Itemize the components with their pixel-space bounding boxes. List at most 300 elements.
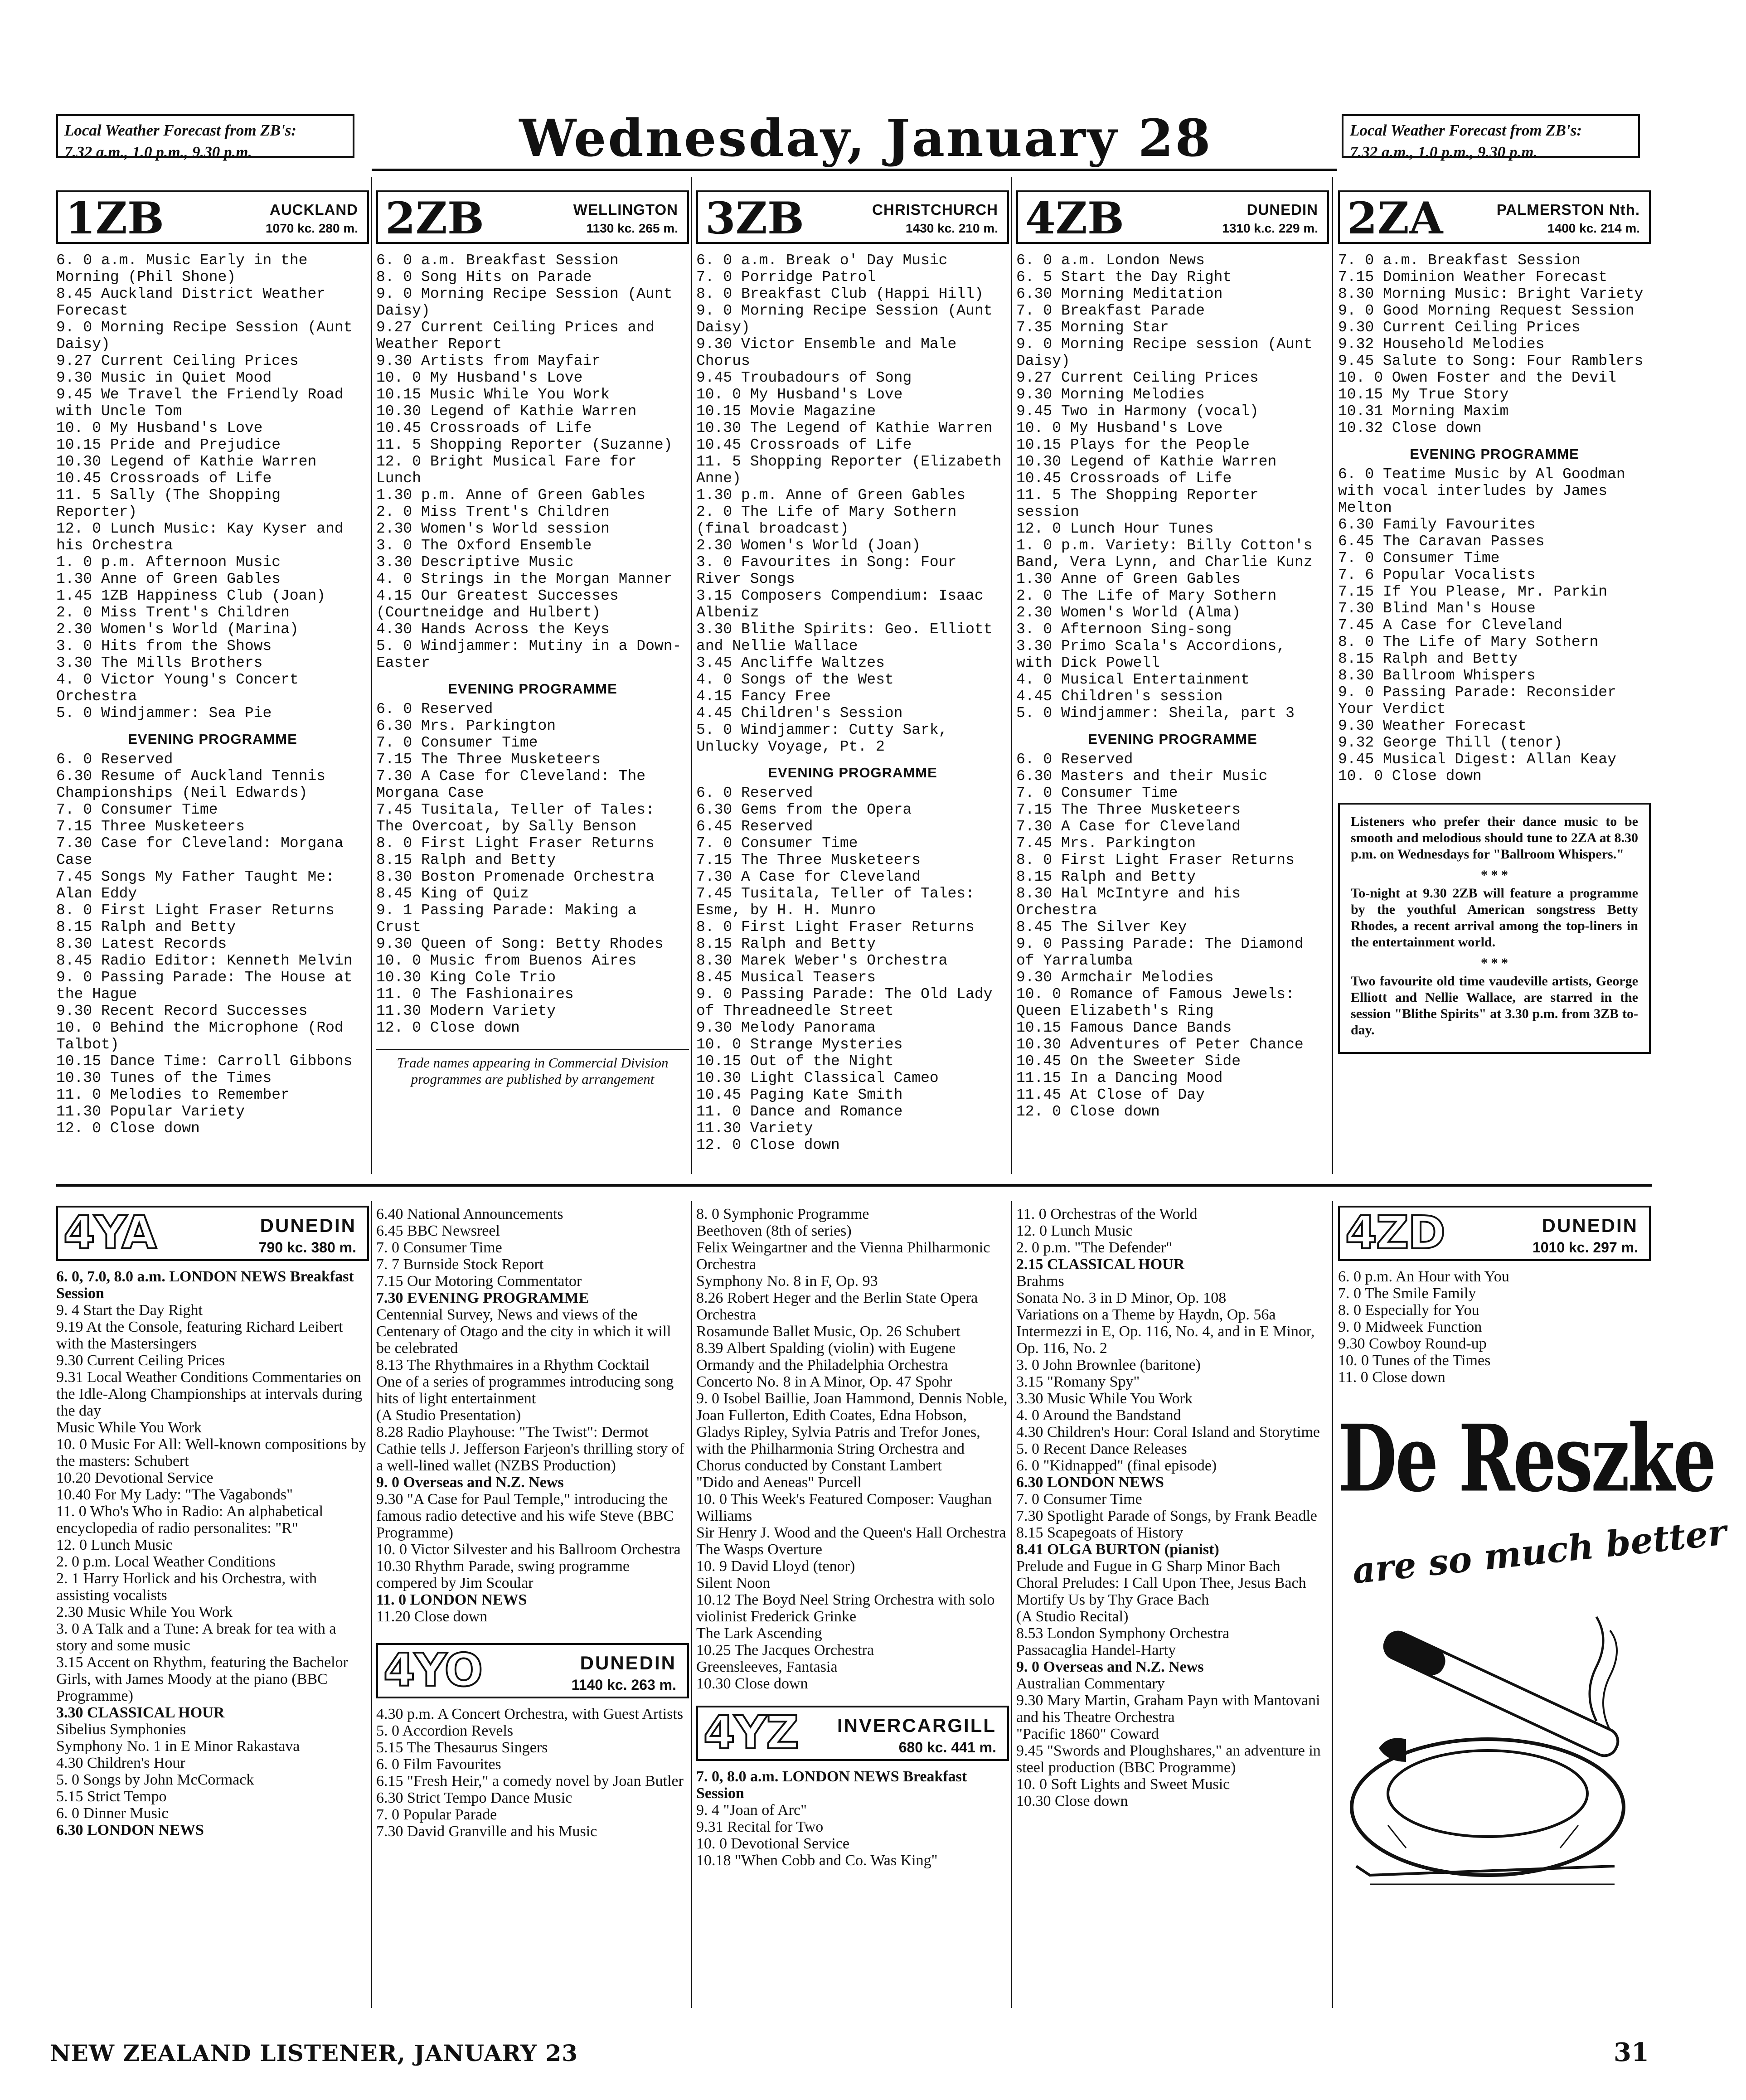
programme-item: Sir Henry J. Wood and the Queen's Hall Orchestra — [696, 1524, 1006, 1541]
page-number: 31 — [1614, 2037, 1649, 2067]
programme-item: Australian Commentary — [1016, 1675, 1165, 1692]
programme-item: 8.30 Boston Promenade Orchestra — [376, 868, 655, 885]
programme-item: 10.18 "When Cobb and Co. Was King" — [696, 1852, 938, 1869]
note-paragraph: Two favourite old time vaudeville artists, George Elliott and Nellie Wallace, are starred in the session "Blithe Spirits" at 3.30 p.m. from 3ZB to-day. — [1351, 974, 1638, 1038]
programme-item: 7.45 A Case for Cleveland — [1338, 617, 1563, 634]
programme-item: 11. 0 Close down — [1338, 1369, 1445, 1386]
programme-item: 1.30 Anne of Green Gables — [1016, 571, 1241, 587]
programme-item: 9. 0 Isobel Baillie, Joan Hammond, Dennis Noble, Joan Fullerton, Edith Coates, Edna Hobson, Gladys Ripley, Sylvia Patris and Trefor Jones, with the Philharmonia String Orchestra and Chorus conducted by Constant Lambert — [696, 1390, 1008, 1474]
programme-item: 10.30 Close down — [1016, 1793, 1128, 1809]
programme-item: 9. 1 Passing Parade: Making a Crust — [376, 902, 637, 936]
programme-item: 7.45 Tusitala, Teller of Tales: Esme, by H. H. Munro — [696, 885, 975, 919]
title-rule — [372, 169, 1337, 171]
programme-item: 9.30 Queen of Song: Betty Rhodes — [376, 936, 664, 952]
programme-item: 10.15 My True Story — [1338, 386, 1509, 403]
programme-item: 9.19 At the Console, featuring Richard Leibert with the Mastersingers — [56, 1319, 343, 1352]
programme-item: 9.31 Local Weather Conditions Commentaries on the Idle-Along Championships at intervals during the day — [56, 1369, 363, 1419]
programme-item: 8. 0 Symphonic Programme — [696, 1206, 869, 1222]
programme-item: 10.15 Plays for the People — [1016, 436, 1250, 453]
programme-item: 9. 0 Overseas and N.Z. News — [1016, 1659, 1204, 1675]
programme-item: 11. 5 Shopping Reporter (Elizabeth Anne) — [696, 453, 1002, 487]
station-header — [376, 190, 689, 244]
programme-item: 9.30 Artists from Mayfair — [376, 353, 601, 369]
station-header-4ya — [56, 1206, 369, 1261]
station-header-4zd — [1338, 1206, 1651, 1261]
weather-box-right — [1342, 114, 1640, 161]
programme-list — [1338, 252, 1651, 785]
programme-item: 12. 0 Close down — [56, 1120, 200, 1137]
programme-item: 10. 0 This Week's Featured Composer: Vaughan Williams — [696, 1491, 992, 1524]
programme-item: 1. 0 p.m. Variety: Billy Cotton's Band, Vera Lynn, and Charlie Kunz — [1016, 537, 1313, 571]
programme-item: 5. 0 Windjammer: Cutty Sark, Unlucky Voyage, Pt. 2 — [696, 722, 948, 755]
programme-item: Beethoven (8th of series) — [696, 1222, 852, 1239]
station-city: DUNEDIN — [580, 1652, 676, 1673]
section-heading: EVENING PROGRAMME — [1088, 731, 1257, 747]
programme-item: 10.45 Crossroads of Life — [1016, 470, 1232, 487]
weather-line: Local Weather Forecast from ZB's: — [1350, 121, 1582, 139]
programme-item: 1.30 p.m. Anne of Green Gables — [696, 487, 966, 504]
programme-item: 10. 0 My Husband's Love — [376, 369, 583, 386]
column-divider — [1011, 1201, 1012, 2008]
programme-item: 3.45 Ancliffe Waltzes — [696, 655, 885, 671]
programme-item: 5. 0 Songs by John McCormack — [56, 1771, 254, 1788]
programme-item: 6. 0 "Kidnapped" (final episode) — [1016, 1457, 1217, 1474]
programme-item: 8.26 Robert Heger and the Berlin State Opera Orchestra — [696, 1290, 978, 1323]
programme-item: 10. 0 Music from Buenos Aires — [376, 952, 637, 969]
programme-item: 8.45 King of Quiz — [376, 885, 529, 902]
programme-item: 10.45 On the Sweeter Side — [1016, 1053, 1241, 1070]
programme-item: 10.45 Crossroads of Life — [376, 420, 592, 436]
programme-item: Variations on a Theme by Haydn, Op. 56a — [1016, 1306, 1276, 1323]
station-freq: 790 kc. 380 m. — [258, 1239, 356, 1256]
programme-item: 5. 0 Windjammer: Sea Pie — [56, 705, 272, 722]
programme-item: 6.30 Family Favourites — [1338, 516, 1536, 533]
ad-tagline: are so much better — [1350, 1512, 1729, 1592]
programme-item: 12. 0 Lunch Music — [56, 1537, 173, 1553]
programme-item: 8.30 Ballroom Whispers — [1338, 667, 1536, 684]
station-freq: 1070 kc. 280 m. — [266, 221, 358, 235]
programme-item: Brahms — [1016, 1273, 1064, 1290]
programme-item: 3.30 The Mills Brothers — [56, 655, 263, 671]
weather-line: 7.32 a.m., 1.0 p.m., 9.30 p.m. — [1350, 143, 1538, 161]
programme-item: 12. 0 Close down — [696, 1137, 840, 1154]
programme-item: Symphony No. 1 in E Minor Rakastava — [56, 1738, 300, 1755]
programme-item: 8. 0 Song Hits on Parade — [376, 269, 592, 286]
programme-item: 8.15 Ralph and Betty — [1338, 650, 1518, 667]
programme-item: 3.30 CLASSICAL HOUR — [56, 1704, 225, 1721]
station-header — [1016, 190, 1329, 244]
column-divider — [371, 1201, 372, 2008]
station-column-4ya-1 — [56, 1206, 369, 1985]
programme-item: 10. 0 My Husband's Love — [56, 420, 263, 436]
programme-item: 9.30 Morning Melodies — [1016, 386, 1205, 403]
programme-list — [376, 1706, 689, 1840]
programme-item: 6. 0 Teatime Music by Al Goodman with vocal interludes by James Melton — [1338, 466, 1625, 516]
programme-item: 9.30 Mary Martin, Graham Payn with Mantovani and his Theatre Orchestra — [1016, 1692, 1320, 1726]
programme-item: 1.45 1ZB Happiness Club (Joan) — [56, 587, 326, 604]
programme-item: 4. 0 Musical Entertainment — [1016, 671, 1250, 688]
programme-item: 10. 0 Close down — [1338, 768, 1482, 785]
programme-item: 8.15 Ralph and Betty — [696, 936, 876, 952]
programme-item: 2.30 Women's World (Joan) — [696, 537, 921, 554]
programme-item: 12. 0 Close down — [376, 1019, 520, 1036]
programme-item: 6.30 LONDON NEWS — [1016, 1474, 1164, 1491]
programme-item: 6.30 Strict Tempo Dance Music — [376, 1790, 572, 1806]
station-column-1zb — [56, 190, 369, 1169]
programme-list — [376, 1206, 689, 1625]
programme-item: 11. 0 Orchestras of the World — [1016, 1206, 1198, 1222]
programme-item: 9.45 Musical Digest: Allan Keay — [1338, 751, 1616, 768]
programme-item: 10.15 Famous Dance Bands — [1016, 1019, 1232, 1036]
station-freq: 1130 kc. 265 m. — [586, 221, 678, 235]
separator-stars: * * * — [1481, 955, 1508, 970]
programme-item: 6. 0 a.m. Breakfast Session — [376, 252, 619, 269]
station-column-4ya-3 — [696, 1206, 1009, 1985]
programme-list — [1338, 1268, 1651, 1386]
programme-item: 7. 0 Consumer Time — [1016, 1491, 1142, 1508]
programme-item: 10.15 Movie Magazine — [696, 403, 876, 420]
programme-item: 11.30 Modern Variety — [376, 1003, 556, 1019]
programme-item: 6. 0 Reserved — [376, 701, 493, 718]
programme-item: 3. 0 The Oxford Ensemble — [376, 537, 592, 554]
programme-item: Symphony No. 8 in F, Op. 93 — [696, 1273, 878, 1290]
programme-item: 1.30 p.m. Anne of Green Gables — [376, 487, 646, 504]
programme-item: 6.30 Resume of Auckland Tennis Championships (Neil Edwards) — [56, 768, 326, 801]
programme-item: 11. 0 The Fashionaires — [376, 986, 574, 1003]
programme-item: 10. 0 Victor Silvester and his Ballroom Orchestra — [376, 1541, 681, 1558]
programme-item: 4. 0 Around the Bandstand — [1016, 1407, 1181, 1424]
programme-item: 9.32 George Thill (tenor) — [1338, 734, 1563, 751]
programme-item: 9.31 Recital for Two — [696, 1819, 824, 1835]
station-header — [1338, 190, 1651, 244]
station-freq: 1400 kc. 214 m. — [1547, 221, 1640, 235]
programme-item: 10.45 Crossroads of Life — [696, 436, 912, 453]
programme-item: 12. 0 Lunch Music: Kay Kyser and his Orchestra — [56, 520, 344, 554]
programme-item: 7.30 Case for Cleveland: Morgana Case — [56, 835, 344, 868]
programme-item: 3. 0 Favourites in Song: Four River Songs — [696, 554, 957, 587]
programme-item: 9. 0 Passing Parade: The Diamond of Yarralumba — [1016, 936, 1304, 969]
programme-item: Silent Noon — [696, 1575, 771, 1591]
programme-item: 6. 0 Dinner Music — [56, 1805, 169, 1822]
programme-item: 2. 0 The Life of Mary Sothern (final broadcast) — [696, 504, 957, 537]
programme-item: 9. 0 Passing Parade: Reconsider Your Verdict — [1338, 684, 1616, 718]
programme-item: 7. 0 Consumer Time — [376, 734, 538, 751]
station-freq: 1310 k.c. 229 m. — [1222, 221, 1318, 235]
station-column-4zd — [1338, 1206, 1729, 1985]
programme-item: 9. 0 Morning Recipe session (Aunt Daisy) — [1016, 336, 1313, 369]
station-column-2zb — [376, 190, 689, 1169]
programme-item: 11. 0 Who's Who in Radio: An alphabetical encyclopedia of radio personalites: "R" — [56, 1503, 324, 1537]
programme-item: 8.15 Ralph and Betty — [1016, 868, 1196, 885]
programme-item: 10.30 Close down — [696, 1675, 808, 1692]
programme-item: 8.39 Albert Spalding (violin) with Eugene Ormandy and the Philadelphia Orchestra — [696, 1340, 956, 1373]
column-divider — [1332, 1201, 1333, 2008]
programme-item: 10.30 Tunes of the Times — [56, 1070, 272, 1086]
trade-names-note: Trade names appearing in Commercial Division programmes are published by arrangement — [376, 1049, 689, 1087]
weather-box-left — [56, 114, 354, 161]
programme-item: 4.30 Children's Hour — [56, 1755, 185, 1771]
programme-item: 6.30 Masters and their Music — [1016, 768, 1268, 785]
programme-item: 6. 0 a.m. London News — [1016, 252, 1205, 269]
programme-item: 8.45 The Silver Key — [1016, 919, 1187, 936]
notes-box — [1338, 803, 1651, 1054]
programme-item: 9.30 Music in Quiet Mood — [56, 369, 272, 386]
programme-item: 5. 0 Recent Dance Releases — [1016, 1440, 1187, 1457]
programme-item: 10.30 The Legend of Kathie Warren — [696, 420, 993, 436]
programme-item: 4.15 Fancy Free — [696, 688, 831, 705]
programme-item: 10. 0 Music For All: Well-known compositions by the masters: Schubert — [56, 1436, 367, 1470]
station-city: PALMERSTON Nth. — [1496, 201, 1640, 218]
programme-item: 9.45 "Swords and Ploughshares," an adventure in steel production (BBC Programme) — [1016, 1742, 1321, 1776]
programme-item: 9.32 Household Melodies — [1338, 336, 1545, 353]
station-call: 3ZB — [705, 193, 805, 244]
programme-item: 10. 0 Soft Lights and Sweet Music — [1016, 1776, 1230, 1793]
programme-item: 10.30 Legend of Kathie Warren — [56, 453, 317, 470]
programme-item: 7.15 Our Motoring Commentator — [376, 1273, 582, 1290]
programme-item: 9.30 Cowboy Round-up — [1338, 1335, 1487, 1352]
programme-item: 7. 0 Consumer Time — [376, 1239, 502, 1256]
programme-item: 6.30 Gems from the Opera — [696, 801, 912, 818]
programme-item: 7.15 If You Please, Mr. Parkin — [1338, 583, 1608, 600]
programme-item: 6.30 Mrs. Parkington — [376, 718, 556, 734]
station-column-4zb — [1016, 190, 1329, 1169]
page-title: Wednesday, January 28 — [519, 109, 1212, 168]
programme-item: 6. 0 Reserved — [56, 751, 173, 768]
programme-item: 3. 0 Afternoon Sing-song — [1016, 621, 1232, 638]
programme-item: 6.45 BBC Newsreel — [376, 1222, 500, 1239]
programme-item: 1. 0 p.m. Afternoon Music — [56, 554, 281, 571]
programme-item: (A Studio Presentation) — [376, 1407, 521, 1424]
programme-item: 6. 0, 7.0, 8.0 a.m. LONDON NEWS Breakfast Session — [56, 1268, 354, 1302]
programme-item: 10.20 Devotional Service — [56, 1470, 213, 1486]
programme-item: 10. 0 Romance of Famous Jewels: Queen Elizabeth's Ring — [1016, 986, 1295, 1019]
programme-item: 4.45 Children's session — [1016, 688, 1223, 705]
station-city: DUNEDIN — [1246, 201, 1318, 218]
programme-item: 9. 0 Morning Recipe Session (Aunt Daisy) — [56, 319, 353, 353]
programme-item: 9. 0 Morning Recipe Session (Aunt Daisy) — [696, 302, 993, 336]
programme-item: 11. 0 Dance and Romance — [696, 1103, 903, 1120]
separator-stars: * * * — [1481, 868, 1508, 883]
station-call: 4YA — [63, 1206, 156, 1259]
programme-item: 8. 0 Especially for You — [1338, 1302, 1479, 1319]
programme-item: 2.30 Women's World session — [376, 520, 610, 537]
programme-item: 7. 0 Consumer Time — [696, 835, 858, 852]
station-freq: 1430 kc. 210 m. — [906, 221, 998, 235]
programme-item: 8.30 Marek Weber's Orchestra — [696, 952, 948, 969]
programme-item: 9. 0 Passing Parade: The House at the Hague — [56, 969, 353, 1003]
programme-item: 9.30 Victor Ensemble and Male Chorus — [696, 336, 957, 369]
programme-item: 10. 0 Devotional Service — [696, 1835, 850, 1852]
programme-item: 10. 9 David Lloyd (tenor) — [696, 1558, 855, 1575]
section-heading: EVENING PROGRAMME — [128, 731, 297, 747]
programme-item: 10.30 Legend of Kathie Warren — [1016, 453, 1277, 470]
programme-item: 9. 4 Start the Day Right — [56, 1302, 203, 1319]
programme-item: 3.15 Composers Compendium: Isaac Albeniz — [696, 587, 984, 621]
programme-item: 5. 0 Windjammer: Sheila, part 3 — [1016, 705, 1295, 722]
station-header-4yz — [696, 1706, 1009, 1761]
programme-item: 9.45 Two in Harmony (vocal) — [1016, 403, 1259, 420]
programme-item: 9. 4 "Joan of Arc" — [696, 1802, 807, 1819]
programme-item: 9.27 Current Ceiling Prices — [56, 353, 299, 369]
programme-item: 8. 0 Breakfast Club (Happi Hill) — [696, 286, 984, 302]
programme-item: 5. 0 Windjammer: Mutiny in a Down-Easter — [376, 638, 682, 671]
programme-item: 4. 0 Victor Young's Concert Orchestra — [56, 671, 299, 705]
programme-item: Concerto No. 8 in A Minor, Op. 47 Spohr — [696, 1373, 952, 1390]
column-divider — [1011, 177, 1012, 1174]
section-heading: EVENING PROGRAMME — [1410, 446, 1579, 462]
programme-item: 10.30 Light Classical Cameo — [696, 1070, 939, 1086]
programme-item: Centennial Survey, News and views of the Centenary of Otago and the city in which it will be celebrated — [376, 1306, 671, 1357]
programme-item: 10.30 Rhythm Parade, swing programme compered by Jim Scoular — [376, 1558, 630, 1591]
column-divider — [691, 177, 692, 1174]
programme-list — [1016, 1206, 1329, 1809]
section-rule — [56, 1184, 1652, 1187]
publication-footer: NEW ZEALAND LISTENER, JANUARY 23 — [50, 2040, 578, 2066]
weather-line: Local Weather Forecast from ZB's: — [64, 121, 297, 139]
column-divider — [1332, 177, 1333, 1174]
programme-item: 11. 0 LONDON NEWS — [376, 1591, 527, 1608]
programme-item: 10. 0 Tunes of the Times — [1338, 1352, 1491, 1369]
programme-item: 8.15 Ralph and Betty — [376, 852, 556, 868]
programme-item: 6. 0 Reserved — [1016, 751, 1133, 768]
programme-item: 10.25 The Jacques Orchestra — [696, 1642, 874, 1659]
programme-item: 7. 0 a.m. Breakfast Session — [1338, 252, 1581, 269]
ashtray-cigarette-illustration — [1343, 1612, 1642, 1893]
programme-item: 9.30 Weather Forecast — [1338, 718, 1527, 734]
programme-item: 2. 0 p.m. "The Defender" — [1016, 1239, 1173, 1256]
programme-item: 2.30 Music While You Work — [56, 1604, 233, 1620]
programme-item: 4.45 Children's Session — [696, 705, 903, 722]
programme-item: 2. 0 p.m. Local Weather Conditions — [56, 1553, 276, 1570]
programme-item: 7. 0 Consumer Time — [56, 801, 218, 818]
advertisement — [1338, 1405, 1729, 1934]
programme-item: 11. 5 Sally (The Shopping Reporter) — [56, 487, 281, 520]
programme-item: 4. 0 Songs of the West — [696, 671, 894, 688]
programme-item: 7.15 The Three Musketeers — [696, 852, 921, 868]
programme-item: 7.30 Blind Man's House — [1338, 600, 1536, 617]
programme-item: 4.30 p.m. A Concert Orchestra, with Guest Artists — [376, 1706, 684, 1722]
programme-item: 11.15 In a Dancing Mood — [1016, 1070, 1223, 1086]
programme-item: (A Studio Recital) — [1016, 1608, 1129, 1625]
programme-item: 10. 0 My Husband's Love — [696, 386, 903, 403]
note-paragraph: To-night at 9.30 2ZB will feature a programme by the youthful American songstress Betty Rhodes, a recent arrival among the top-liners in the entertainment world. — [1351, 886, 1638, 950]
station-call: 2ZA — [1347, 193, 1443, 244]
programme-item: 7. 0 Popular Parade — [376, 1806, 497, 1823]
programme-item: 8. 0 First Light Fraser Returns — [376, 835, 655, 852]
station-call: 1ZB — [65, 193, 165, 244]
programme-item: 2.30 Women's World (Marina) — [56, 621, 299, 638]
programme-item: 6. 0 a.m. Music Early in the Morning (Phil Shone) — [56, 252, 308, 286]
programme-item: 7. 0 Porridge Patrol — [696, 269, 876, 286]
programme-item: 9. 0 Overseas and N.Z. News — [376, 1474, 564, 1491]
programme-item: 4.15 Our Greatest Successes (Courtneidge and Hulbert) — [376, 587, 619, 621]
programme-item: 10.30 King Cole Trio — [376, 969, 556, 986]
station-column-2za — [1338, 190, 1651, 1169]
programme-item: The Wasps Overture — [696, 1541, 822, 1558]
programme-item: 5.15 Strict Tempo — [56, 1788, 167, 1805]
programme-list — [56, 1268, 369, 1838]
programme-item: Sibelius Symphonies — [56, 1721, 186, 1738]
programme-item: 6. 0 a.m. Break o' Day Music — [696, 252, 948, 269]
programme-item: One of a series of programmes introducing song hits of light entertainment — [376, 1373, 674, 1407]
programme-item: 6.15 "Fresh Heir," a comedy novel by Joan Butler — [376, 1773, 684, 1790]
programme-item: 10.45 Paging Kate Smith — [696, 1086, 903, 1103]
programme-item: 3.30 Descriptive Music — [376, 554, 574, 571]
programme-item: 6.30 LONDON NEWS — [56, 1822, 204, 1838]
programme-item: 3.30 Primo Scala's Accordions, with Dick Powell — [1016, 638, 1286, 671]
programme-item: 7.30 EVENING PROGRAMME — [376, 1290, 589, 1306]
programme-item: 7. 0 The Smile Family — [1338, 1285, 1476, 1302]
programme-item: 8.45 Radio Editor: Kenneth Melvin — [56, 952, 353, 969]
programme-item: 7.30 A Case for Cleveland: The Morgana Case — [376, 768, 646, 801]
programme-item: 7.45 Songs My Father Taught Me: Alan Eddy — [56, 868, 335, 902]
programme-item: 8.15 Scapegoats of History — [1016, 1524, 1183, 1541]
programme-item: 1.30 Anne of Green Gables — [56, 571, 281, 587]
programme-item: 2.15 CLASSICAL HOUR — [1016, 1256, 1185, 1273]
programme-item: 3. 0 John Brownlee (baritone) — [1016, 1357, 1201, 1373]
programme-item: 8.30 Morning Music: Bright Variety — [1338, 286, 1644, 302]
programme-list — [696, 1768, 1009, 1869]
programme-item: 10.40 For My Lady: "The Vagabonds" — [56, 1486, 293, 1503]
programme-item: 5.15 The Thesaurus Singers — [376, 1739, 548, 1756]
programme-item: 12. 0 Close down — [1016, 1103, 1160, 1120]
station-call: 2ZB — [385, 193, 485, 244]
programme-item: 7. 0 Consumer Time — [1016, 785, 1178, 801]
programme-item: 8. 0 The Life of Mary Sothern — [1338, 634, 1599, 650]
programme-item: 6.45 The Caravan Passes — [1338, 533, 1545, 550]
programme-item: 9.30 "A Case for Paul Temple," introducing the famous radio detective and his wife Steve (BBC Programme) — [376, 1491, 674, 1541]
programme-item: Greensleeves, Fantasia — [696, 1659, 838, 1675]
programme-item: 6. 0 Film Favourites — [376, 1756, 501, 1773]
programme-item: 6.40 National Announcements — [376, 1206, 563, 1222]
programme-item: 8.41 OLGA BURTON (pianist) — [1016, 1541, 1219, 1558]
programme-item: 3.30 Music While You Work — [1016, 1390, 1193, 1407]
programme-item: 2.30 Women's World (Alma) — [1016, 604, 1241, 621]
programme-item: 11. 5 Shopping Reporter (Suzanne) — [376, 436, 673, 453]
programme-item: Felix Weingartner and the Vienna Philharmonic Orchestra — [696, 1239, 990, 1273]
station-city: DUNEDIN — [260, 1215, 356, 1236]
weather-line: 7.32 a.m., 1.0 p.m., 9.30 p.m. — [64, 143, 252, 161]
programme-item: 8.15 Ralph and Betty — [56, 919, 236, 936]
programme-item: 10. 0 Behind the Microphone (Rod Talbot) — [56, 1019, 344, 1053]
programme-item: 9.27 Current Ceiling Prices — [1016, 369, 1259, 386]
station-header — [696, 190, 1009, 244]
programme-item: 2. 0 Miss Trent's Children — [376, 504, 610, 520]
column-divider — [691, 1201, 692, 2008]
programme-item: 9. 0 Midweek Function — [1338, 1319, 1482, 1335]
programme-item: 8.28 Radio Playhouse: "The Twist": Dermot Cathie tells J. Jefferson Farjeon's thrilling story of a well-lined wallet (NZBS Production) — [376, 1424, 684, 1474]
programme-item: 2. 1 Harry Horlick and his Orchestra, with assisting vocalists — [56, 1570, 317, 1604]
programme-item: 10. 0 Strange Mysteries — [696, 1036, 903, 1053]
programme-list — [696, 1206, 1009, 1692]
programme-list — [376, 252, 689, 1036]
column-divider — [371, 177, 372, 1174]
programme-item: 10.15 Out of the Night — [696, 1053, 894, 1070]
programme-item: Intermezzi in E, Op. 116, No. 4, and in E Minor, Op. 116, No. 2 — [1016, 1323, 1315, 1357]
programme-item: 7.35 Morning Star — [1016, 319, 1169, 336]
programme-list — [696, 252, 1009, 1154]
programme-item: 8. 0 First Light Fraser Returns — [1016, 852, 1295, 868]
programme-item: 10.30 Legend of Kathie Warren — [376, 403, 637, 420]
programme-item: 10.15 Music While You Work — [376, 386, 610, 403]
programme-item: 10.31 Morning Maxim — [1338, 403, 1509, 420]
programme-item: 6. 5 Start the Day Right — [1016, 269, 1232, 286]
station-call: 4ZD — [1345, 1206, 1445, 1259]
programme-item: 8. 0 First Light Fraser Returns — [56, 902, 335, 919]
programme-item: 4. 0 Strings in the Morgan Manner — [376, 571, 673, 587]
programme-item: 3. 0 A Talk and a Tune: A break for tea with a story and some music — [56, 1620, 336, 1654]
programme-item: 2. 0 The Life of Mary Sothern — [1016, 587, 1277, 604]
